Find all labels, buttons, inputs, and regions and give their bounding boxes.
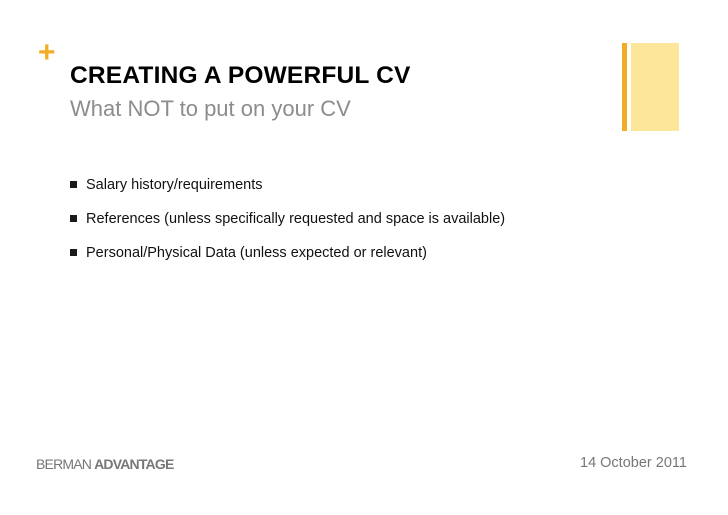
brand-logo-bold: ADVANTAGE bbox=[94, 456, 174, 472]
brand-logo bbox=[36, 456, 174, 472]
bullet-text: Salary history/requirements bbox=[86, 177, 263, 193]
bullet-text: Personal/Physical Data (unless expected or relevant) bbox=[86, 245, 427, 261]
square-bullet-icon bbox=[70, 215, 77, 222]
footer-date: 14 October 2011 bbox=[580, 455, 687, 471]
brand-logo-light: BERMAN bbox=[36, 456, 92, 472]
square-bullet-icon bbox=[70, 181, 77, 188]
bullet-text: References (unless specifically requested and space is available) bbox=[86, 211, 506, 227]
slide-title: CREATING A POWERFUL CV bbox=[70, 62, 411, 89]
bullet-item bbox=[70, 209, 505, 243]
bullet-list bbox=[70, 175, 505, 277]
slide-subtitle: What NOT to put on your CV bbox=[70, 96, 351, 121]
bullet-item bbox=[70, 243, 505, 277]
decorative-bar-wide bbox=[631, 43, 679, 131]
decorative-bar-thin bbox=[622, 43, 627, 131]
bullet-item bbox=[70, 175, 505, 209]
plus-icon: + bbox=[38, 36, 56, 69]
square-bullet-icon bbox=[70, 249, 77, 256]
